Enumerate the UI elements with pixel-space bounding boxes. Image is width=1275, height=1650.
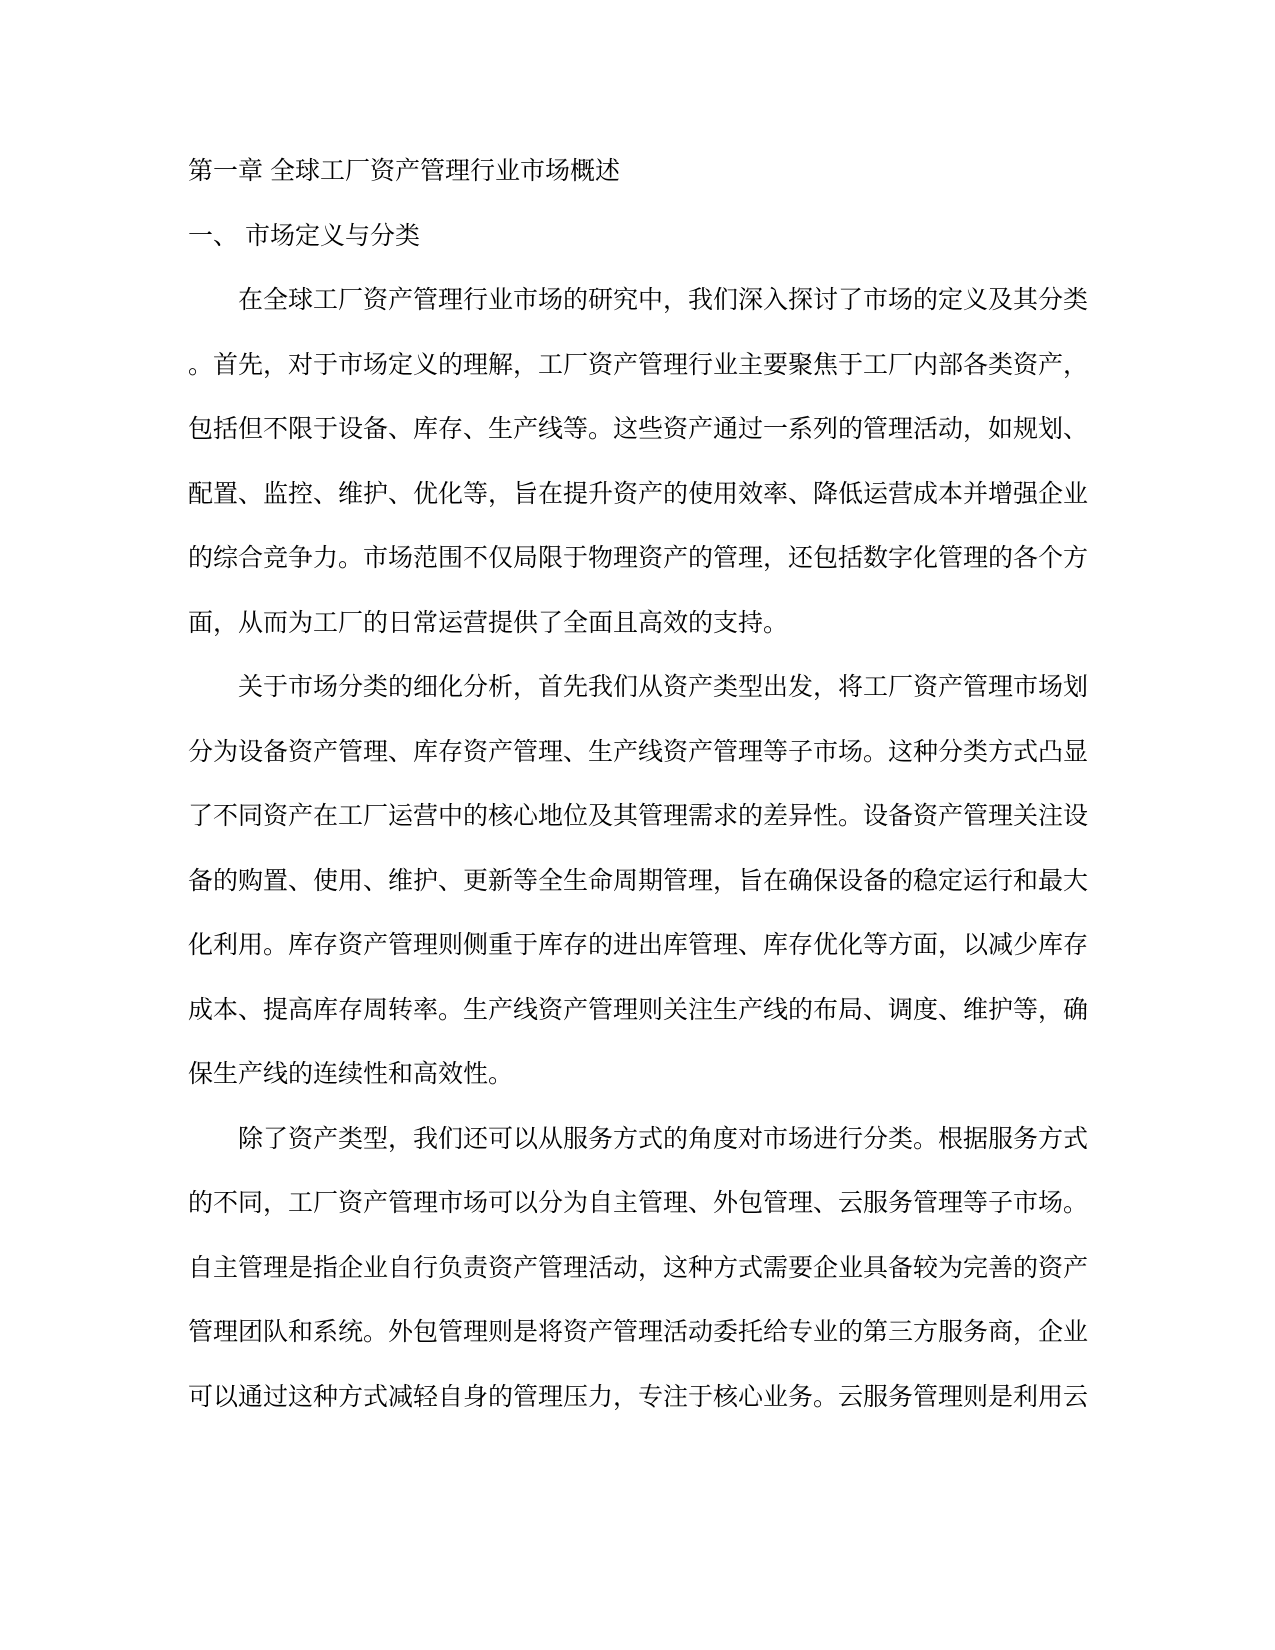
text-line: 包括但不限于设备、库存、生产线等。这些资产通过一系列的管理活动，如规划、 bbox=[188, 415, 1089, 443]
text-line: 在全球工厂资产管理行业市场的研究中，我们深入探讨了市场的定义及其分类 bbox=[238, 286, 1089, 314]
text-line: 的不同，工厂资产管理市场可以分为自主管理、外包管理、云服务管理等子市场。 bbox=[188, 1189, 1089, 1217]
text-line: 保生产线的连续性和高效性。 bbox=[188, 1060, 514, 1088]
text-line: 除了资产类型，我们还可以从服务方式的角度对市场进行分类。根据服务方式 bbox=[238, 1124, 1089, 1153]
paragraph bbox=[188, 655, 1088, 1107]
text-line: 备的购置、使用、维护、更新等全生命周期管理，旨在确保设备的稳定运行和最大 bbox=[188, 866, 1089, 895]
text-line: 管理团队和系统。外包管理则是将资产管理活动委托给专业的第三方服务商，企业 bbox=[188, 1318, 1089, 1346]
text-line: 面，从而为工厂的日常运营提供了全面且高效的支持。 bbox=[188, 608, 789, 637]
document-body bbox=[188, 268, 1088, 1429]
paragraph bbox=[188, 268, 1088, 655]
text-line: 。首先，对于市场定义的理解，工厂资产管理行业主要聚焦于工厂内部各类资产， bbox=[188, 350, 1089, 379]
text-line: 的综合竞争力。市场范围不仅局限于物理资产的管理，还包括数字化管理的各个方 bbox=[188, 544, 1089, 572]
section-heading: 一、 市场定义与分类 bbox=[188, 221, 420, 250]
text-line: 了不同资产在工厂运营中的核心地位及其管理需求的差异性。设备资产管理关注设 bbox=[188, 802, 1089, 830]
paragraph bbox=[188, 1107, 1088, 1430]
text-line: 自主管理是指企业自行负责资产管理活动，这种方式需要企业具备较为完善的资产 bbox=[188, 1253, 1089, 1282]
text-line: 可以通过这种方式减轻自身的管理压力，专注于核心业务。云服务管理则是利用云 bbox=[188, 1382, 1089, 1411]
text-line: 化利用。库存资产管理则侧重于库存的进出库管理、库存优化等方面，以减少库存 bbox=[188, 931, 1089, 959]
chapter-title: 第一章 全球工厂资产管理行业市场概述 bbox=[188, 157, 620, 185]
text-line: 分为设备资产管理、库存资产管理、生产线资产管理等子市场。这种分类方式凸显 bbox=[188, 737, 1089, 766]
document-content bbox=[188, 139, 1088, 1429]
text-line: 成本、提高库存周转率。生产线资产管理则关注生产线的布局、调度、维护等，确 bbox=[188, 995, 1089, 1024]
text-line: 关于市场分类的细化分析，首先我们从资产类型出发，将工厂资产管理市场划 bbox=[238, 673, 1089, 701]
text-line: 配置、监控、维护、优化等，旨在提升资产的使用效率、降低运营成本并增强企业 bbox=[188, 479, 1089, 508]
